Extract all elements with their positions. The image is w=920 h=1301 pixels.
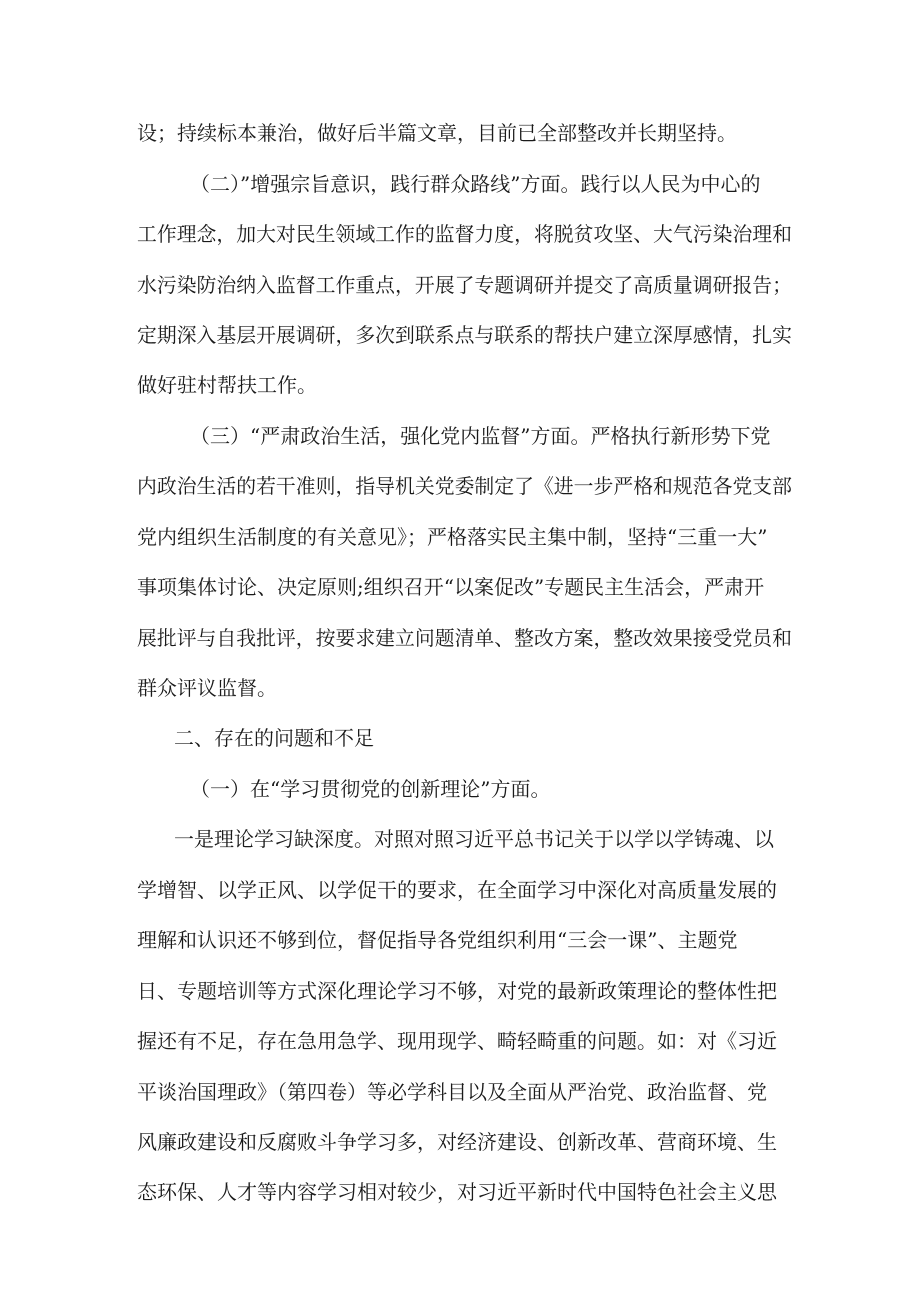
text-line-5: 定期深入基层开展调研，多次到联系点与联系的帮扶户建立深厚感情，扎实 [137,323,792,347]
text-line-10: 事项集体讨论、决定原则;组织召开“以案促改”专题民主生活会，严肃开 [137,575,765,599]
text-line-1: 设；持续标本兼治，做好后半篇文章，目前已全部整改并长期坚持。 [137,121,737,145]
text-line-20: 平谈治国理政》（第四卷）等必学科目以及全面从严治党、政治监督、党 [137,1080,767,1104]
text-line-16: 学增智、以学正风、以学促干的要求，在全面学习中深化对高质量发展的 [137,878,777,902]
text-line-11: 展批评与自我批评，按要求建立问题清单、整改方案，整改效果接受党员和 [137,626,792,650]
text-line-19: 握还有不足，存在急用急学、现用现学、畸轻畸重的问题。如：对《习近 [137,1029,777,1053]
text-line-9: 党内组织生活制度的有关意见》；严格落实民主集中制，坚持“三重一大” [137,525,768,549]
text-line-6: 做好驻村帮扶工作。 [137,373,317,397]
text-line-17: 理解和认识还不够到位，督促指导各党组织利用“三会一课”、主题党 [137,928,738,952]
text-line-22: 态环保、人才等内容学习相对较少，对习近平新时代中国特色社会主义思 [137,1180,777,1204]
text-line-12: 群众评议监督。 [137,676,277,700]
text-line-18: 日、专题培训等方式深化理论学习不够，对党的最新政策理论的整体性把 [137,979,777,1003]
text-line-15: 一是理论学习缺深度。对照对照习近平总书记关于以学以学铸魂、以 [174,827,774,851]
text-line-7: （三）“严肃政治生活，强化党内监督”方面。严格执行新形势下党 [190,424,771,448]
text-line-3: 工作理念，加大对民生领域工作的监督力度，将脱贫攻坚、大气污染治理和 [137,222,792,246]
text-line-21: 风廉政建设和反腐败斗争学习多，对经济建设、创新改革、营商环境、生 [137,1130,777,1154]
text-line-8: 内政治生活的若干准则，指导机关党委制定了《进一步严格和规范各党支部 [137,474,792,498]
text-line-2: （二）”增强宗旨意识，践行群众路线”方面。践行以人民为中心的 [190,172,761,196]
text-line-4: 水污染防治纳入监督工作重点，开展了专题调研并提交了高质量调研报告； [137,273,792,297]
subsection-heading: （一）在“学习贯彻党的创新理论”方面。 [190,777,551,801]
section-heading: 二、存在的问题和不足 [174,726,374,750]
